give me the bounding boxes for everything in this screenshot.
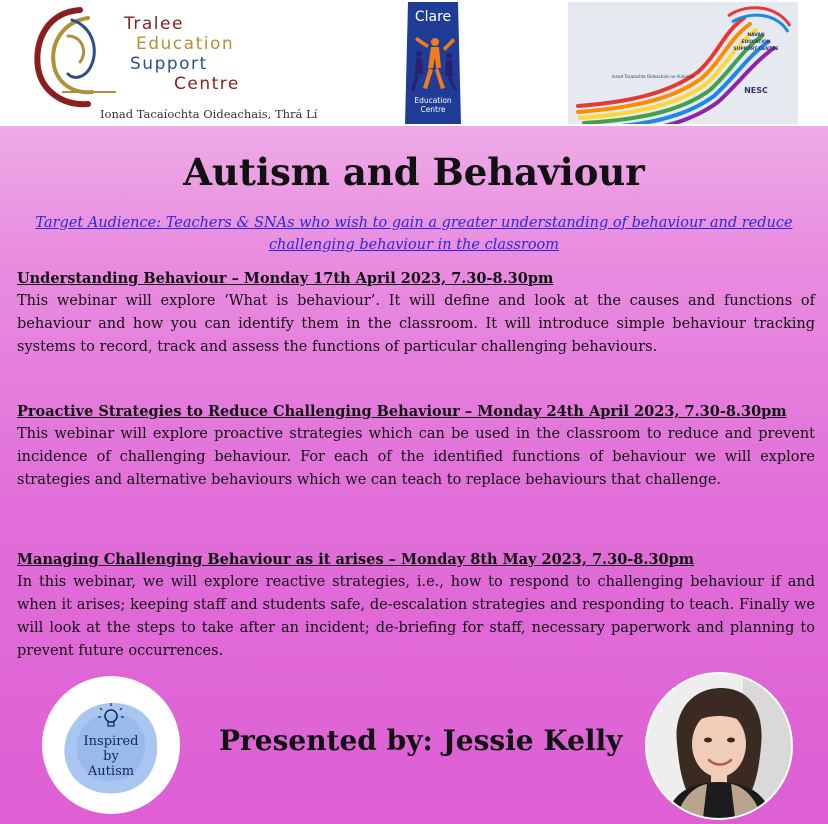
session-heading: Managing Challenging Behaviour as it arises – Monday 8th May 2023, 7.30-8.30pm [17,551,695,568]
inspired-by-autism-logo [42,676,180,814]
badge-line-3: Autism [87,764,135,779]
nesc-org-name [730,32,782,53]
clare-logo-name: Clare [414,9,452,25]
session-managing-challenging-behaviour [17,549,815,663]
nesc-org-line-1: NAVAN [747,33,765,38]
tralee-education-support-centre-logo [28,6,318,122]
logo-bar [0,0,828,126]
session-description: This webinar will explore proactive strategies which can be used in the classroom to reduce and prevent incidence of challenging behaviour. For each of the identified functions of behaviour we will explore strategies and alternative behaviours which we can teach to replace behaviours that challenge. [17,426,815,488]
clare-education-centre-logo [405,2,461,124]
tralee-name-line-3: Support [130,54,208,74]
presenter-photo [645,672,793,820]
session-heading: Understanding Behaviour – Monday 17th April 2023, 7.30-8.30pm [17,270,554,287]
badge-line-1: Inspired [83,734,139,749]
tralee-name-line-2: Education [136,34,235,54]
nesc-irish-name: Ionad Tacaíochta Oideachais na hUaimhe [612,74,695,79]
tralee-logo-name [124,14,240,94]
session-description: In this webinar, we will explore reactive strategies, i.e., how to respond to challenging behaviour if and when it arises; keeping staff and students safe, de-escalation strategies and responding to teach. Finally we will look at the steps to take after an incident; de-briefing for staff, necessary paperwork and planning to prevent future occurrences. [17,574,815,659]
page-title: Autism and Behaviour [183,150,645,194]
nesc-abbreviation: NESC [744,86,768,95]
badge-line-2: by [103,749,119,764]
nesc-org-line-3: SUPPORT CENTRE [733,47,779,52]
session-proactive-strategies [17,401,815,492]
nesc-org-line-2: EDUCATION [741,40,771,45]
clare-sub-line-2: Centre [420,105,446,114]
navan-education-support-centre-logo [568,2,798,124]
session-understanding-behaviour [17,268,815,359]
tralee-name-line-4: Centre [174,74,240,94]
badge-text [62,734,160,779]
tralee-swirl-icon [28,6,128,110]
presenter-name: Presented by: Jessie Kelly [219,724,623,757]
nesc-rainbow-swoosh-icon [568,2,798,124]
target-audience-link[interactable]: Target Audience: Teachers & SNAs who wish to gain a greater understanding of behaviour and reduce challenging behaviour in the classroom [35,215,793,253]
clare-sub-line-1: Education [414,96,452,105]
presenter-portrait-icon [647,674,791,818]
session-description: This webinar will explore ‘What is behaviour’. It will define and look at the causes and functions of behaviour and how you can identify them in the classroom. It will introduce simple behaviour tracking systems to record, track and assess the functions of particular challenging behaviours. [17,293,815,355]
tralee-irish-name: Ionad Tacaíochta Oideachais, Thrá Lí [100,107,318,121]
tralee-name-line-1: Tralee [124,14,184,34]
session-heading: Proactive Strategies to Reduce Challenging Behaviour – Monday 24th April 2023, 7.30-8.30pm [17,403,787,420]
clare-logo-subtitle [405,96,461,114]
